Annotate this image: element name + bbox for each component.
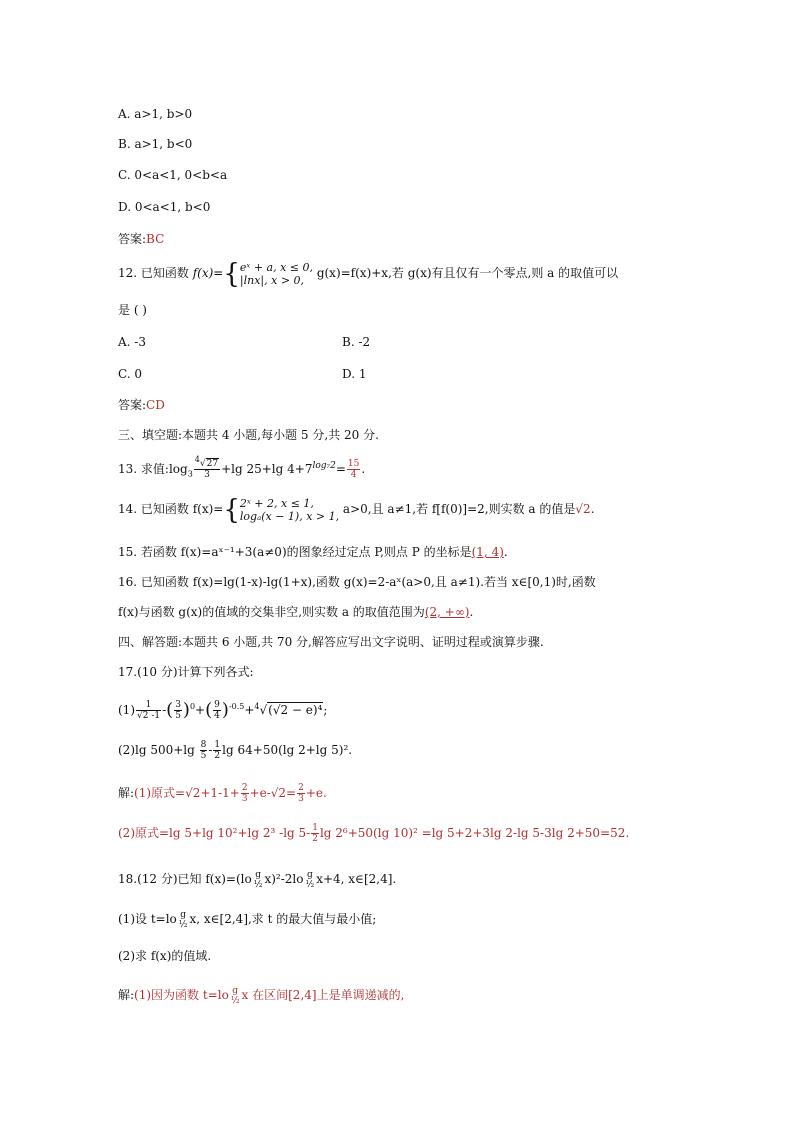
section-4-heading: 四、解答题:本题共 6 小题,共 70 分,解答应写出文字说明、证明过程或演算步骤. — [118, 635, 544, 649]
q12-line2: 是 ( ) — [118, 303, 147, 317]
section-3-heading: 三、填空题:本题共 4 小题,每小题 5 分,共 20 分. — [118, 428, 379, 442]
q17-p1-exp0: 0 — [189, 702, 196, 711]
q13-base: 3 — [187, 469, 193, 479]
question-16-line2 — [118, 604, 473, 620]
q18-head-c: x+4, x∈[2,4]. — [316, 872, 397, 886]
q17-sol1-c: +e. — [305, 786, 327, 800]
question-18-part1 — [118, 906, 376, 932]
q17-solution-2 — [118, 820, 629, 846]
question-14 — [118, 494, 595, 524]
q14-prefix: 14. 已知函数 f(x)= — [118, 502, 224, 516]
q18-sol-a: (1)因为函数 t=lo — [134, 988, 229, 1002]
q15-answer: (1, 4) — [471, 545, 504, 559]
option-d: D. 0<a<1, b<0 — [118, 200, 211, 214]
q12-prefix: 12. 已知函数 — [118, 266, 193, 280]
answer-11 — [118, 231, 164, 247]
q17-p2-frac1-den: 5 — [200, 751, 207, 761]
question-17-part2 — [118, 738, 352, 762]
question-17-part1: (1) $\frac{1}{√2 -1}$ -( $\frac{3}{5}$ )$^0$+( $\frac{9}{4}$ )$^{-0.5}$+$^4$√(√2 − e)⁴; — [118, 699, 328, 721]
q12-case1: eˣ + a, x ≤ 0, — [239, 260, 313, 274]
brace-icon: { — [223, 257, 240, 290]
answer-label: 答案: — [118, 398, 147, 412]
q15-text: 15. 若函数 f(x)=aˣ⁻¹+3(a≠0)的图象经过定点 P,则点 P 的坐标是 — [118, 545, 472, 559]
q17-p1-frac2 — [174, 700, 182, 721]
q13-answer — [347, 459, 360, 480]
q14-case1: 2ˣ + 2, x ≤ 1, — [239, 496, 314, 510]
q18-solution — [118, 982, 404, 1008]
q13-end: . — [361, 462, 366, 476]
q14-mid: a>0,且 a≠1,若 f[f(0)]=2,则实数 a 的值是 — [339, 502, 576, 516]
q13-root-den: 3 — [204, 470, 210, 480]
answer-value: CD — [146, 398, 165, 412]
option-c: C. 0<a<1, 0<b<a — [118, 168, 228, 182]
q17-p2-frac2-num: 1 — [214, 740, 221, 750]
q17-p1-frac1-num: 1 — [136, 700, 161, 711]
q17-sol2-a: (2)原式=lg 5+lg 10²+lg 2³ -lg 5- — [118, 826, 311, 840]
answer-value: BC — [146, 232, 165, 246]
question-17-head: 17.(10 分)计算下列各式: — [118, 665, 254, 679]
q17-p1-frac3-num: 9 — [214, 700, 220, 710]
q14-end: . — [590, 502, 595, 516]
option-a: A. a>1, b>0 — [118, 107, 193, 121]
q18-sol-b: x 在区间[2,4]上是单调递减的, — [241, 988, 405, 1002]
q17-sol1-a: (1)原式=√2+1-1+ — [134, 786, 240, 800]
q17-p1-exp1: -0.5 — [228, 702, 245, 711]
q17-p2-frac1-num: 8 — [200, 740, 207, 750]
q18-sol-sub: ½ — [230, 995, 240, 1006]
q18-p1-b: x, x∈[2,4],求 t 的最大值与最小值; — [189, 912, 377, 926]
q18-head-b: x)²-2lo — [264, 872, 304, 886]
q17-p1-frac3-den: 4 — [214, 711, 220, 721]
q17-p2: (2)lg 500+lg — [118, 743, 199, 757]
q13-root-radicand: 27 — [206, 459, 219, 469]
q14-case2: logₐ(x − 1), x > 1, — [239, 509, 340, 523]
q17-p1-minus: - — [162, 703, 167, 717]
q17-p2-frac2 — [213, 740, 221, 761]
q18-sol — [134, 985, 405, 1006]
q12-mid: g(x)=f(x)+x,若 g(x)有且仅有一个零点,则 a 的取值可以 — [313, 266, 619, 280]
q17-sol1-frac2-num: 2 — [298, 783, 304, 793]
solution-label: 解: — [118, 988, 135, 1002]
q16-end: . — [469, 605, 474, 619]
question-18-part2: (2)求 f(x)的值域. — [118, 949, 212, 963]
q17-p1-end: ; — [323, 703, 328, 717]
solution-label: 解: — [118, 786, 135, 800]
q18-sub2: ½ — [305, 879, 315, 890]
q12-cases — [240, 261, 313, 287]
q17-sol1-frac-num: 2 — [241, 783, 248, 793]
q13-answer-den: 4 — [350, 470, 357, 480]
q13-answer-num: 15 — [347, 459, 360, 469]
question-12 — [118, 258, 618, 288]
question-13 — [118, 455, 365, 483]
q17-p2-frac2-den: 2 — [214, 751, 221, 761]
q17-p1-frac2-den: 5 — [175, 711, 181, 721]
q17-p1-plus2: + — [244, 703, 255, 717]
q17-solution-1 — [118, 780, 327, 806]
q17-sol1-frac-den: 3 — [241, 794, 248, 804]
q18-g2: g — [306, 869, 313, 880]
q17-p1-root-radicand: (√2 − e)⁴ — [268, 703, 323, 717]
q17-p1-root-index: 4 — [254, 702, 260, 711]
q17-sol2-frac-num: 1 — [312, 823, 318, 833]
q13-root-index: 4 — [194, 455, 200, 464]
q17-sol1 — [134, 783, 327, 804]
q17-sol1-frac2-den: 3 — [298, 794, 304, 804]
question-18-head — [118, 866, 396, 892]
q17-p1-frac2-num: 3 — [175, 700, 181, 710]
q17-p1-frac1 — [136, 700, 161, 721]
q12-fx: f(x)= — [192, 266, 224, 280]
q16-answer: (2, +∞) — [424, 605, 470, 619]
q12-option-a: A. -3 — [118, 335, 146, 349]
question-15 — [118, 544, 508, 560]
q14-cases — [240, 497, 339, 523]
q18-p1-sub: ½ — [178, 919, 188, 930]
q17-sol1-b: +e-√2= — [249, 786, 297, 800]
q18-head: 18.(12 分)已知 f(x)=(lo — [118, 872, 252, 886]
q17-p2-frac1 — [200, 740, 208, 761]
answer-label: 答案: — [118, 232, 147, 246]
q18-sol-g: g — [232, 985, 239, 996]
q17-p1-frac3 — [213, 700, 221, 721]
q13-exp: log₇2 — [312, 461, 336, 471]
q17-p1-label: (1) — [118, 703, 135, 717]
q17-p1-plus: + — [195, 703, 206, 717]
q15-end: . — [503, 545, 508, 559]
q18-g: g — [255, 869, 261, 880]
q13-root-fraction: $\frac{^4√27}{3}$ — [194, 455, 219, 480]
question-16-line1: 16. 已知函数 f(x)=lg(1-x)-lg(1+x),函数 g(x)=2-aˣ(a>0,且 a≠1).若当 x∈[0,1)时,函数 — [118, 575, 596, 589]
q14-answer: √2 — [575, 502, 591, 516]
q17-p1-frac1-den: √2 -1 — [137, 711, 161, 721]
q17-p2-minus: - — [208, 743, 213, 757]
option-b: B. a>1, b<0 — [118, 137, 193, 151]
q13-prefix: 13. 求值:log — [118, 462, 188, 476]
q16-line2: f(x)与函数 g(x)的值域的交集非空,则实数 a 的取值范围为 — [118, 605, 425, 619]
q13-eq: = — [335, 462, 346, 476]
brace-icon: { — [223, 493, 240, 526]
q17-p2-rest: lg 64+50(lg 2+lg 5)². — [222, 743, 353, 757]
q12-option-d: D. 1 — [342, 367, 367, 381]
q12-option-b: B. -2 — [342, 335, 371, 349]
q18-p1-g: g — [180, 909, 187, 920]
q18-sub: ½ — [253, 879, 263, 890]
q12-option-c: C. 0 — [118, 367, 143, 381]
q17-sol2-frac-den: 2 — [312, 834, 318, 844]
q17-sol2-b: lg 2⁶+50(lg 10)² =lg 5+2+3lg 2-lg 5-3lg 2+50=52. — [319, 826, 630, 840]
q12-case2: |lnx|, x > 0, — [239, 273, 305, 287]
q13-mid: +lg 25+lg 4+7 — [221, 462, 313, 476]
answer-12 — [118, 397, 165, 413]
q18-p1-a: (1)设 t=lo — [118, 912, 177, 926]
